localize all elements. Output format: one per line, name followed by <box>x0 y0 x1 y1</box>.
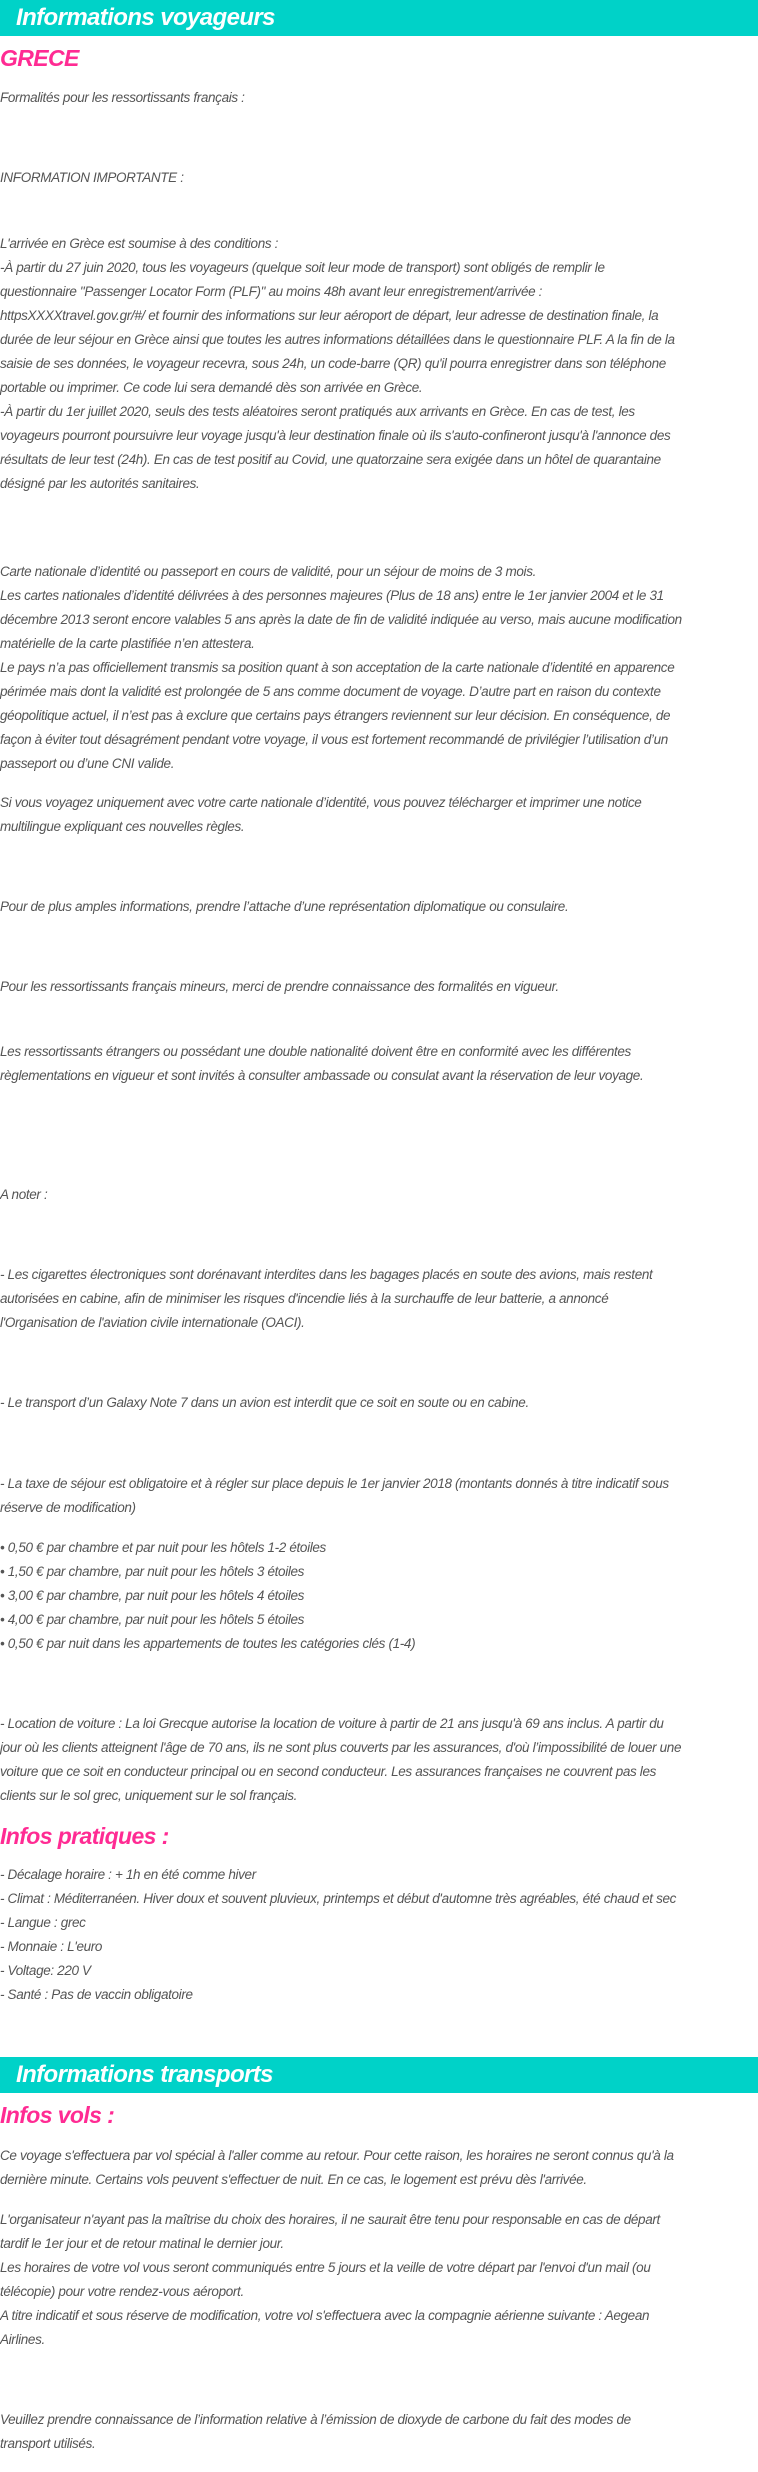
text-line: règlementations en vigueur et sont invités à consulter ambassade ou consulat avant la réservation de leur voyage. <box>0 1068 644 1083</box>
practical-item-language: - Langue : grec <box>0 1915 86 1930</box>
text-line: Carte nationale d’identité ou passeport en cours de validité, pour un séjour de moins de 3 mois. <box>0 564 536 579</box>
car-rental-paragraph <box>0 1712 758 1808</box>
banner-informations-transports <box>0 2057 758 2093</box>
text-line: Veuillez prendre connaissance de l’information relative à l’émission de dioxyde de carbone du fait des modes de <box>0 2412 631 2427</box>
plf-link-line: httpsXXXXtravel.gov.gr/#/ et fournir des informations sur leur aéroport de départ, leur adresse de destination finale, la <box>0 308 659 323</box>
practical-item-time-difference: - Décalage horaire : + 1h en été comme hiver <box>0 1867 256 1882</box>
text-line: décembre 2013 seront encore valables 5 ans après la date de fin de validité indiquée au verso, mais aucune modification <box>0 612 682 627</box>
country-heading: GRECE <box>0 45 79 71</box>
text-line: télécopie) pour votre rendez-vous aéroport. <box>0 2284 244 2299</box>
practical-item-voltage: - Voltage: 220 V <box>0 1963 91 1978</box>
text-line: - Location de voiture : La loi Grecque autorise la location de voiture à partir de 21 ans jusqu'à 69 ans inclus. A partir du <box>0 1716 664 1731</box>
text-line: Les ressortissants étrangers ou possédant une double nationalité doivent être en conformité avec les différentes <box>0 1044 631 1059</box>
banner-title: Informations voyageurs <box>16 4 275 31</box>
text-line: Airlines. <box>0 2332 45 2347</box>
practical-item-currency: - Monnaie : L'euro <box>0 1939 103 1954</box>
text-line: - La taxe de séjour est obligatoire et à régler sur place depuis le 1er janvier 2018 (montants donnés à titre indicatif sous <box>0 1476 669 1491</box>
text-line: l'Organisation de l'aviation civile internationale (OACI). <box>0 1315 305 1330</box>
text-line: dernière minute. Certains vols peuvent s'effectuer de nuit. En ce cas, le logement est prévu dès l'arrivée. <box>0 2172 587 2187</box>
foreign-nationals-paragraph <box>0 1040 758 1088</box>
text-line: Les cartes nationales d’identité délivrées à des personnes majeures (Plus de 18 ans) entre le 1er janvier 2004 et le 31 <box>0 588 664 603</box>
text-line: passeport ou d’une CNI valide. <box>0 756 175 771</box>
a-noter-label: A noter : <box>0 1187 48 1202</box>
text-line: L'organisateur n'ayant pas la maîtrise du choix des horaires, il ne saurait être tenu pour responsable en cas de départ <box>0 2212 660 2227</box>
identity-documents-paragraph <box>0 560 758 776</box>
tax-list-item: • 1,50 € par chambre, par nuit pour les hôtels 3 étoiles <box>0 1564 305 1579</box>
text-line: matérielle de la carte plastifiée n’en attestera. <box>0 636 255 651</box>
more-info-paragraph: Pour de plus amples informations, prendre l’attache d’une représentation diplomatique ou consulaire. <box>0 899 569 914</box>
text-line: portable ou imprimer. Ce code lui sera demandé dès son arrivée en Grèce. <box>0 380 423 395</box>
tourist-tax-paragraph <box>0 1472 758 1520</box>
tax-list-item: • 3,00 € par chambre, par nuit pour les hôtels 4 étoiles <box>0 1588 305 1603</box>
tax-list-item: • 4,00 € par chambre, par nuit pour les hôtels 5 étoiles <box>0 1612 305 1627</box>
text-line: clients sur le sol grec, uniquement sur le sol français. <box>0 1788 298 1803</box>
text-line: -À partir du 1er juillet 2020, seuls des tests aléatoires seront pratiqués aux arrivants en Grèce. En cas de test, les <box>0 404 635 419</box>
galaxy-note-paragraph: - Le transport d’un Galaxy Note 7 dans un avion est interdit que ce soit en soute ou en cabine. <box>0 1395 529 1410</box>
practical-item-climate: - Climat : Méditerranéen. Hiver doux et souvent pluvieux, printemps et début d'automne très agréables, été chaud et sec <box>0 1891 677 1906</box>
practical-item-health: - Santé : Pas de vaccin obligatoire <box>0 1987 193 2002</box>
text-line: L'arrivée en Grèce est soumise à des conditions : <box>0 236 279 251</box>
minors-paragraph: Pour les ressortissants français mineurs, merci de prendre connaissance des formalités en vigueur. <box>0 979 559 994</box>
banner-title: Informations transports <box>16 2061 273 2088</box>
text-line: façon à éviter tout désagrément pendant votre voyage, il vous est fortement recommandé de privilégier l’utilisation d’un <box>0 732 668 747</box>
text-line: transport utilisés. <box>0 2436 96 2451</box>
text-line: désigné par les autorités sanitaires. <box>0 476 200 491</box>
text-line: réserve de modification) <box>0 1500 136 1515</box>
text-line: Les horaires de votre vol vous seront communiqués entre 5 jours et la veille de votre départ par l'envoi d'un mail (ou <box>0 2260 651 2275</box>
text-line: jour où les clients atteignent l'âge de 70 ans, ils ne sont plus couverts par les assurances, d'où l’impossibilité de louer une <box>0 1740 682 1755</box>
important-label: INFORMATION IMPORTANTE : <box>0 170 184 185</box>
text-line: Le pays n’a pas officiellement transmis sa position quant à son acceptation de la carte nationale d’identité en apparence <box>0 660 675 675</box>
tourist-tax-list <box>0 1536 758 1656</box>
multilingual-notice-paragraph <box>0 791 758 839</box>
banner-informations-voyageurs <box>0 0 758 36</box>
organiser-paragraph <box>0 2208 758 2352</box>
text-line: saisie de ses données, le voyageur recevra, sous 24h, un code-barre (QR) qu'il pourra enregistrer dans son téléphone <box>0 356 666 371</box>
co2-emission-paragraph <box>0 2408 758 2456</box>
text-line: voyageurs pourront poursuivre leur voyage jusqu'à leur destination finale où ils s'auto-confineront jusqu'à l'annonce des <box>0 428 671 443</box>
formalites-label: Formalités pour les ressortissants français : <box>0 90 245 105</box>
tax-list-item: • 0,50 € par chambre et par nuit pour les hôtels 1-2 étoiles <box>0 1540 326 1555</box>
text-line: multilingue expliquant ces nouvelles règles. <box>0 819 245 834</box>
text-line: tardif le 1er jour et de retour matinal le dernier jour. <box>0 2236 284 2251</box>
text-line: résultats de leur test (24h). En cas de test positif au Covid, une quatorzaine sera exigée dans un hôtel de quarantaine <box>0 452 661 467</box>
text-line: - Les cigarettes électroniques sont dorénavant interdites dans les bagages placés en soute des avions, mais restent <box>0 1267 653 1282</box>
airline-line: A titre indicatif et sous réserve de modification, votre vol s'effectuera avec la compagnie aérienne suivante : Aegean <box>0 2308 650 2323</box>
covid-conditions-paragraph <box>0 232 758 496</box>
text-line: périmée mais dont la validité est prolongée de 5 ans comme document de voyage. D’autre part en raison du contexte <box>0 684 661 699</box>
text-line: questionnaire "Passenger Locator Form (PLF)" au moins 48h avant leur enregistrement/arrivée : <box>0 284 543 299</box>
text-line: -À partir du 27 juin 2020, tous les voyageurs (quelque soit leur mode de transport) sont obligés de remplir le <box>0 260 605 275</box>
text-line: autorisées en cabine, afin de minimiser les risques d'incendie liés à la surchauffe de leur batterie, a annoncé <box>0 1291 609 1306</box>
special-flight-paragraph <box>0 2144 758 2192</box>
practical-info-list <box>0 1863 758 2007</box>
flights-heading: Infos vols : <box>0 2102 115 2128</box>
text-line: durée de leur séjour en Grèce ainsi que toutes les autres informations détaillées dans le questionnaire PLF. A la fin de la <box>0 332 675 347</box>
text-line: Ce voyage s'effectuera par vol spécial à l'aller comme au retour. Pour cette raison, les horaires ne seront connus qu'à la <box>0 2148 674 2163</box>
text-line: géopolitique actuel, il n’est pas à exclure que certains pays étrangers reviennent sur leur décision. En conséquence, de <box>0 708 671 723</box>
text-line: Si vous voyagez uniquement avec votre carte nationale d’identité, vous pouvez télécharger et imprimer une notice <box>0 795 642 810</box>
text-line: voiture que ce soit en conducteur principal ou en second conducteur. Les assurances françaises ne couvrent pas les <box>0 1764 657 1779</box>
practical-info-heading: Infos pratiques : <box>0 1823 169 1849</box>
tax-list-item: • 0,50 € par nuit dans les appartements de toutes les catégories clés (1-4) <box>0 1636 416 1651</box>
e-cigarettes-paragraph <box>0 1263 758 1335</box>
